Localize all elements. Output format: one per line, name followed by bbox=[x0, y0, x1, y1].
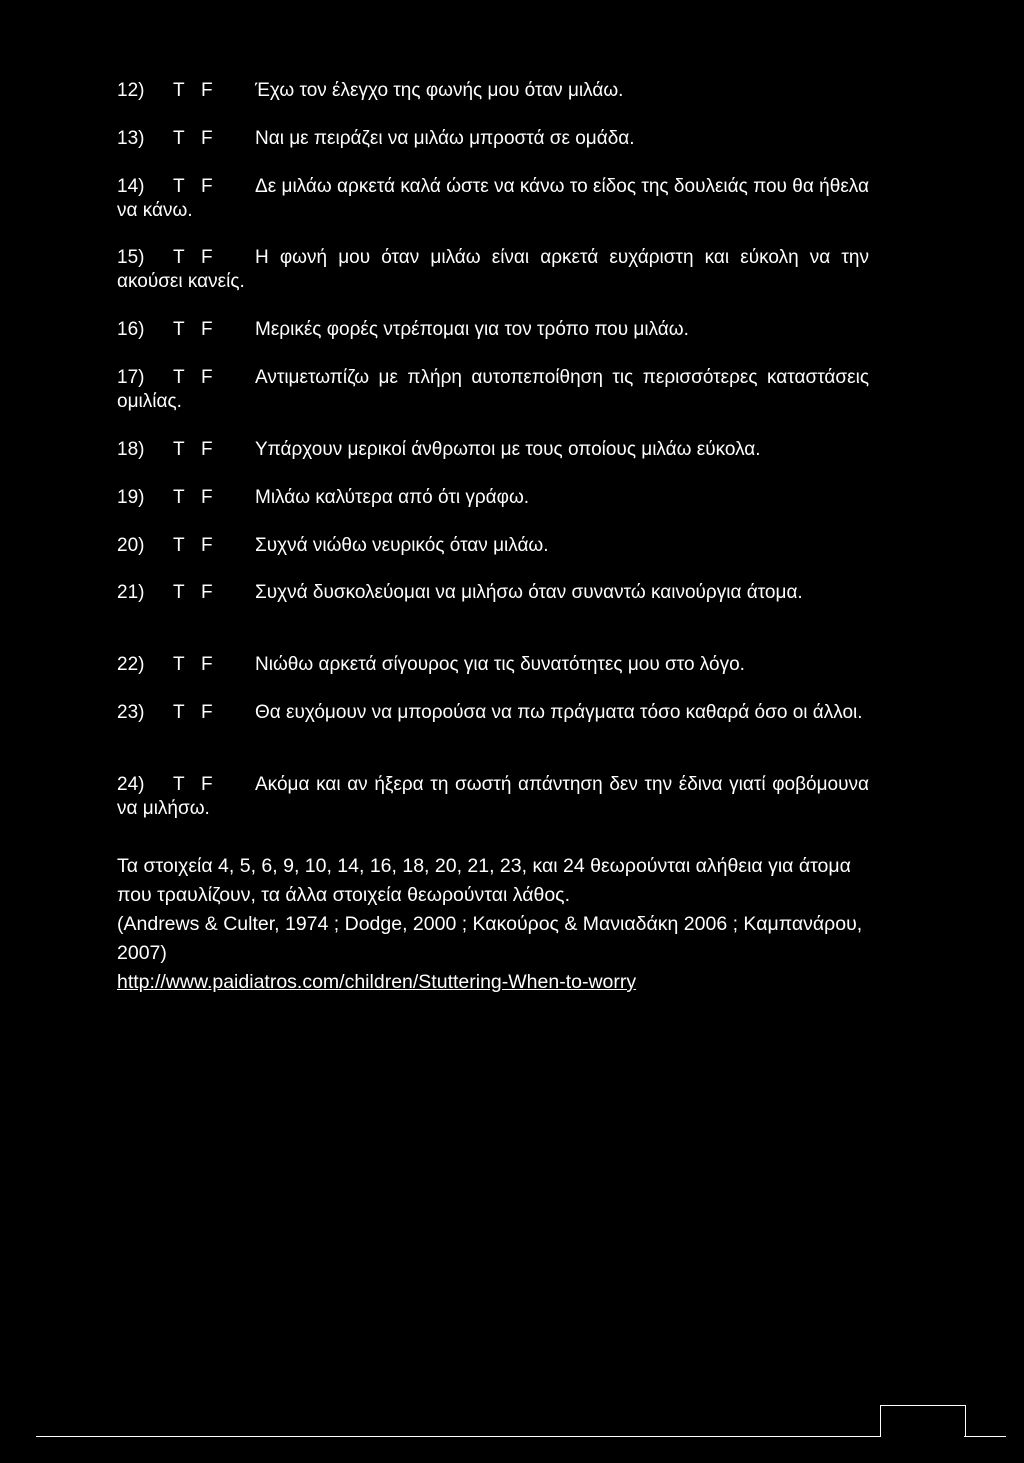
true-option[interactable]: T bbox=[173, 535, 185, 556]
false-option[interactable]: F bbox=[201, 654, 213, 675]
question-13 bbox=[117, 127, 869, 151]
question-number: 22) bbox=[117, 654, 145, 675]
false-option[interactable]: F bbox=[201, 80, 213, 101]
question-number: 13) bbox=[117, 128, 145, 149]
question-text: Νιώθω αρκετά σίγουρος για τις δυνατότητες μου στο λόγο. bbox=[255, 654, 745, 675]
true-option[interactable]: T bbox=[173, 176, 185, 197]
question-text: Δε μιλάω αρκετά καλά ώστε να κάνω το είδος της δουλειάς που θα ήθελα να κάνω. bbox=[117, 176, 869, 221]
question-12 bbox=[117, 79, 869, 103]
question-text: Έχω τον έλεγχο της φωνής μου όταν μιλάω. bbox=[255, 80, 624, 101]
question-number: 21) bbox=[117, 582, 145, 603]
question-text: Θα ευχόμουν να μπορούσα να πω πράγματα τόσο καθαρά όσο οι άλλοι. bbox=[255, 702, 863, 723]
question-text: Η φωνή μου όταν μιλάω είναι αρκετά ευχάριστη και εύκολη να την ακούσει κανείς. bbox=[117, 247, 869, 292]
true-option[interactable]: T bbox=[173, 128, 185, 149]
true-option[interactable]: T bbox=[173, 774, 185, 795]
false-option[interactable]: F bbox=[201, 247, 213, 268]
question-text: Ναι με πειράζει να μιλάω μπροστά σε ομάδα. bbox=[255, 128, 635, 149]
true-option[interactable]: T bbox=[173, 582, 185, 603]
true-option[interactable]: T bbox=[173, 702, 185, 723]
question-text: Ακόμα και αν ήξερα τη σωστή απάντηση δεν την έδινα γιατί φοβόμουνα να μιλήσω. bbox=[117, 774, 869, 819]
false-option[interactable]: F bbox=[201, 367, 213, 388]
question-text: Μερικές φορές ντρέπομαι για τον τρόπο που μιλάω. bbox=[255, 319, 689, 340]
true-option[interactable]: T bbox=[173, 654, 185, 675]
false-option[interactable]: F bbox=[201, 128, 213, 149]
true-option[interactable]: T bbox=[173, 367, 185, 388]
false-option[interactable]: F bbox=[201, 439, 213, 460]
footer-section bbox=[117, 852, 869, 997]
source-link[interactable]: http://www.paidiatros.com/children/Stuttering-When-to-worry bbox=[117, 971, 637, 993]
question-text: Συχνά νιώθω νευρικός όταν μιλάω. bbox=[255, 535, 549, 556]
false-option[interactable]: F bbox=[201, 774, 213, 795]
question-number: 16) bbox=[117, 319, 145, 340]
question-number: 19) bbox=[117, 487, 145, 508]
false-option[interactable]: F bbox=[201, 319, 213, 340]
question-text: Υπάρχουν μερικοί άνθρωποι με τους οποίους μιλάω εύκολα. bbox=[255, 439, 761, 460]
question-20 bbox=[117, 534, 869, 558]
true-option[interactable]: T bbox=[173, 247, 185, 268]
scoring-note: Τα στοιχεία 4, 5, 6, 9, 10, 14, 16, 18, 20, 21, 23, και 24 θεωρούνται αλήθεια για άτομα που τραυλίζουν, τα άλλα στοιχεία θεωρούνται λάθος. bbox=[117, 855, 851, 906]
references: (Andrews & Culter, 1974 ; Dodge, 2000 ; Κακούρος & Μανιαδάκη 2006 ; Καμπανάρου, 2007) bbox=[117, 913, 863, 964]
question-23 bbox=[117, 701, 869, 725]
question-number: 17) bbox=[117, 367, 145, 388]
question-22 bbox=[117, 653, 869, 677]
bottom-rule bbox=[36, 1436, 880, 1437]
question-14 bbox=[117, 175, 869, 223]
question-18 bbox=[117, 438, 869, 462]
question-text: Αντιμετωπίζω με πλήρη αυτοπεποίθηση τις περισσότερες καταστάσεις ομιλίας. bbox=[117, 367, 869, 412]
question-text: Μιλάω καλύτερα από ότι γράφω. bbox=[255, 487, 530, 508]
question-17 bbox=[117, 366, 869, 414]
question-15 bbox=[117, 246, 869, 294]
question-21 bbox=[117, 581, 869, 605]
question-number: 23) bbox=[117, 702, 145, 723]
question-24 bbox=[117, 773, 869, 821]
question-number: 14) bbox=[117, 176, 145, 197]
question-number: 24) bbox=[117, 774, 145, 795]
true-option[interactable]: T bbox=[173, 80, 185, 101]
question-number: 20) bbox=[117, 535, 145, 556]
false-option[interactable]: F bbox=[201, 702, 213, 723]
false-option[interactable]: F bbox=[201, 176, 213, 197]
false-option[interactable]: F bbox=[201, 487, 213, 508]
question-19 bbox=[117, 486, 869, 510]
question-number: 15) bbox=[117, 247, 145, 268]
question-16 bbox=[117, 318, 869, 342]
false-option[interactable]: F bbox=[201, 582, 213, 603]
question-number: 18) bbox=[117, 439, 145, 460]
question-text: Συχνά δυσκολεύομαι να μιλήσω όταν συναντώ καινούργια άτομα. bbox=[255, 582, 803, 603]
bottom-rule-box bbox=[880, 1405, 966, 1437]
bottom-rule-tail bbox=[964, 1436, 1006, 1437]
question-number: 12) bbox=[117, 80, 145, 101]
false-option[interactable]: F bbox=[201, 535, 213, 556]
true-option[interactable]: T bbox=[173, 487, 185, 508]
true-option[interactable]: T bbox=[173, 319, 185, 340]
true-option[interactable]: T bbox=[173, 439, 185, 460]
